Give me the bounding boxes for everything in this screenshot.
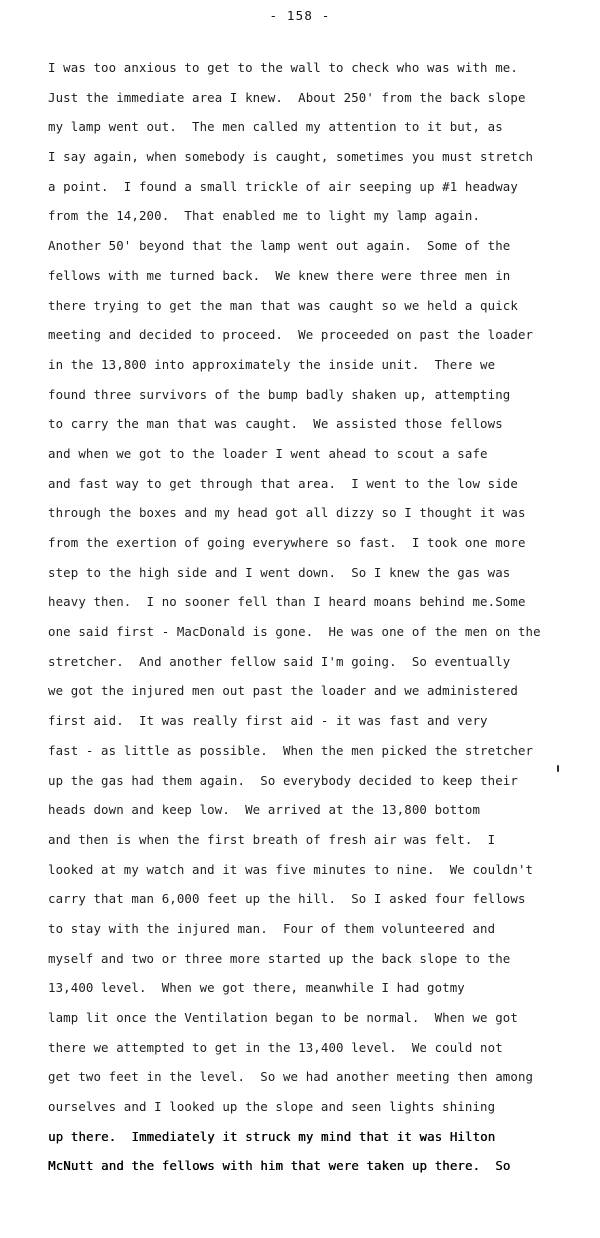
text-line: through the boxes and my head got all dizzy so I thought it was	[48, 505, 526, 521]
text-line: and fast way to get through that area. I went to the low side	[48, 475, 518, 491]
text-line: I was too anxious to get to the wall to check who was with me.	[48, 60, 518, 75]
margin-ink-mark	[557, 765, 559, 772]
document-body	[48, 53, 560, 1181]
text-line: to carry the man that was caught. We assisted those fellows	[48, 416, 503, 432]
text-line: found three survivors of the bump badly shaken up, attempting	[48, 386, 511, 402]
text-line: up the gas had them again. So everybody decided to keep their	[48, 772, 518, 788]
text-line: my lamp went out. The men called my attention to it but, as	[48, 119, 503, 135]
text-line: Just the immediate area I knew. About 250' from the back slope	[48, 89, 526, 105]
text-line: there trying to get the man that was caught so we held a quick	[48, 297, 518, 313]
text-line: heads down and keep low. We arrived at the 13,800 bottom	[48, 802, 481, 818]
page-number: - 158 -	[269, 8, 331, 23]
text-line: fellows with me turned back. We knew there were three men in	[48, 267, 511, 283]
text-line: carry that man 6,000 feet up the hill. So I asked four fellows	[48, 891, 526, 907]
text-line: myself and two or three more started up the back slope to the	[48, 950, 511, 966]
text-line: meeting and decided to proceed. We proceeded on past the loader	[48, 327, 534, 343]
text-line: from the 14,200. That enabled me to light my lamp again.	[48, 208, 481, 224]
text-line: lamp lit once the Ventilation began to be normal. When we got	[48, 1010, 518, 1025]
text-line: there we attempted to get in the 13,400 level. We could not	[48, 1039, 503, 1055]
text-line: looked at my watch and it was five minutes to nine. We couldn't	[48, 861, 534, 877]
text-line: a point. I found a small trickle of air seeping up #1 headway	[48, 178, 518, 194]
text-line: fast - as little as possible. When the men picked the stretcher	[48, 742, 534, 758]
text-line: to stay with the injured man. Four of them volunteered and	[48, 920, 496, 936]
text-line: heavy then. I no sooner fell than I heard moans behind me.Some	[48, 594, 526, 610]
text-line: and then is when the first breath of fresh air was felt. I	[48, 831, 496, 847]
text-line: from the exertion of going everywhere so fast. I took one more	[48, 535, 526, 550]
text-line: get two feet in the level. So we had another meeting then among	[48, 1069, 534, 1085]
text-line: I say again, when somebody is caught, sometimes you must stretch	[48, 149, 534, 165]
text-line: step to the high side and I went down. So I knew the gas was	[48, 564, 511, 580]
text-line: stretcher. And another fellow said I'm going. So eventually	[48, 653, 511, 669]
text-line: 13,400 level. When we got there, meanwhile I had gotmy	[48, 980, 465, 996]
text-line: Another 50' beyond that the lamp went out again. Some of the	[48, 238, 511, 254]
text-line: and when we got to the loader I went ahead to scout a safe	[48, 445, 488, 461]
text-line: McNutt and the fellows with him that were taken up there. So	[48, 1158, 511, 1174]
text-line: first aid. It was really first aid - it was fast and very	[48, 713, 488, 729]
text-line: up there. Immediately it struck my mind that it was Hilton	[48, 1128, 496, 1144]
text-line: one said first - MacDonald is gone. He was one of the men on the	[48, 624, 541, 640]
text-line: in the 13,800 into approximately the inside unit. There we	[48, 356, 496, 372]
text-line: ourselves and I looked up the slope and seen lights shining	[48, 1099, 496, 1115]
text-line: we got the injured men out past the loader and we administered	[48, 683, 518, 699]
